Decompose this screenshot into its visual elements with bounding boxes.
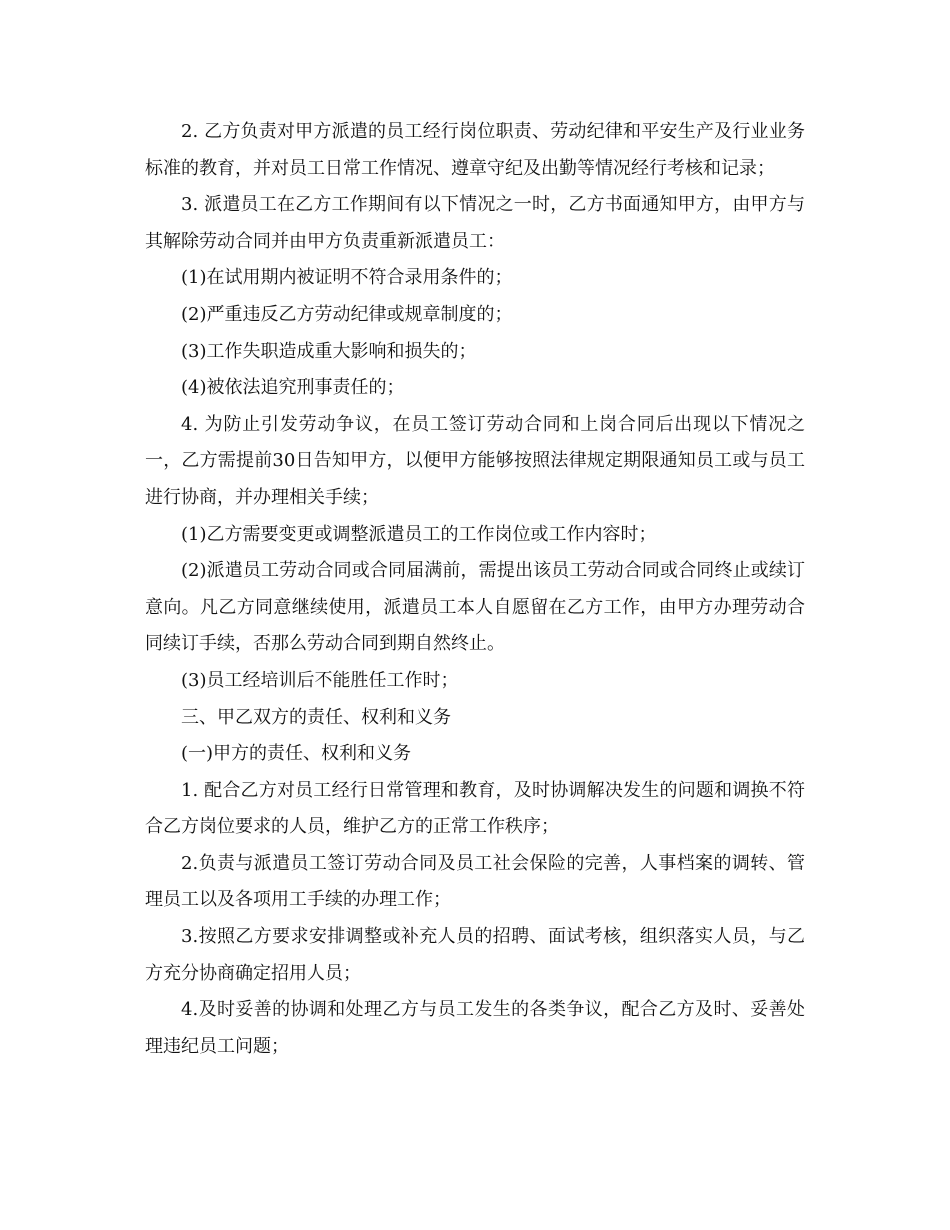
document-body [145, 114, 805, 1065]
paragraph-item-4: (4)被依法追究刑事责任的； [181, 377, 405, 399]
paragraph-item-2: (2)严重违反乙方劳动纪律或规章制度的； [181, 303, 513, 325]
paragraph-duty-1: 1. 配合乙方对员工经行日常管理和教育，及时协调解决发生的问题和调换不符合乙方岗位要求的人员，维护乙方的正常工作秩序； [145, 779, 805, 838]
paragraph-item-1: (1)乙方需要变更或调整派遣员工的工作岗位或工作内容时； [181, 523, 657, 545]
paragraph-item-1: (1)在试用期内被证明不符合录用条件的； [181, 267, 513, 289]
paragraph-clause-4: 4. 为防止引发劳动争议，在员工签订劳动合同和上岗合同后出现以下情况之一，乙方需提前30日告知甲方，以便甲方能够按照法律规定期限通知员工或与员工进行协商，并办理相关手续； [145, 413, 805, 508]
subsection-heading: (一)甲方的责任、权利和义务 [181, 743, 412, 765]
paragraph-item-3: (3)员工经培训后不能胜任工作时； [181, 669, 459, 691]
paragraph-clause-3: 3. 派遣员工在乙方工作期间有以下情况之一时，乙方书面通知甲方，由甲方与其解除劳动合同并由甲方负责重新派遣员工： [145, 194, 805, 252]
section-heading: 三、甲乙双方的责任、权利和义务 [181, 706, 451, 728]
paragraph-item-2: (2)派遣员工劳动合同或合同届满前，需提出该员工劳动合同或合同终止或续订意向。凡乙方同意继续使用，派遣员工本人自愿留在乙方工作，由甲方办理劳动合同续订手续，否那么劳动合同到期自然终止。 [145, 560, 805, 655]
paragraph-duty-2: 2.负责与派遣员工签订劳动合同及员工社会保险的完善，人事档案的调转、管理员工以及各项用工手续的办理工作； [145, 852, 805, 911]
paragraph-clause-2: 2. 乙方负责对甲方派遣的员工经行岗位职责、劳动纪律和平安生产及行业业务标准的教育，并对员工日常工作情况、遵章守纪及出勤等情况经行考核和记录； [145, 121, 805, 179]
paragraph-duty-4: 4.及时妥善的协调和处理乙方与员工发生的各类争议，配合乙方及时、妥善处理违纪员工问题； [145, 999, 805, 1057]
paragraph-duty-3: 3.按照乙方要求安排调整或补充人员的招聘、面试考核，组织落实人员，与乙方充分协商确定招用人员； [145, 926, 805, 984]
paragraph-item-3: (3)工作失职造成重大影响和损失的； [181, 340, 477, 362]
